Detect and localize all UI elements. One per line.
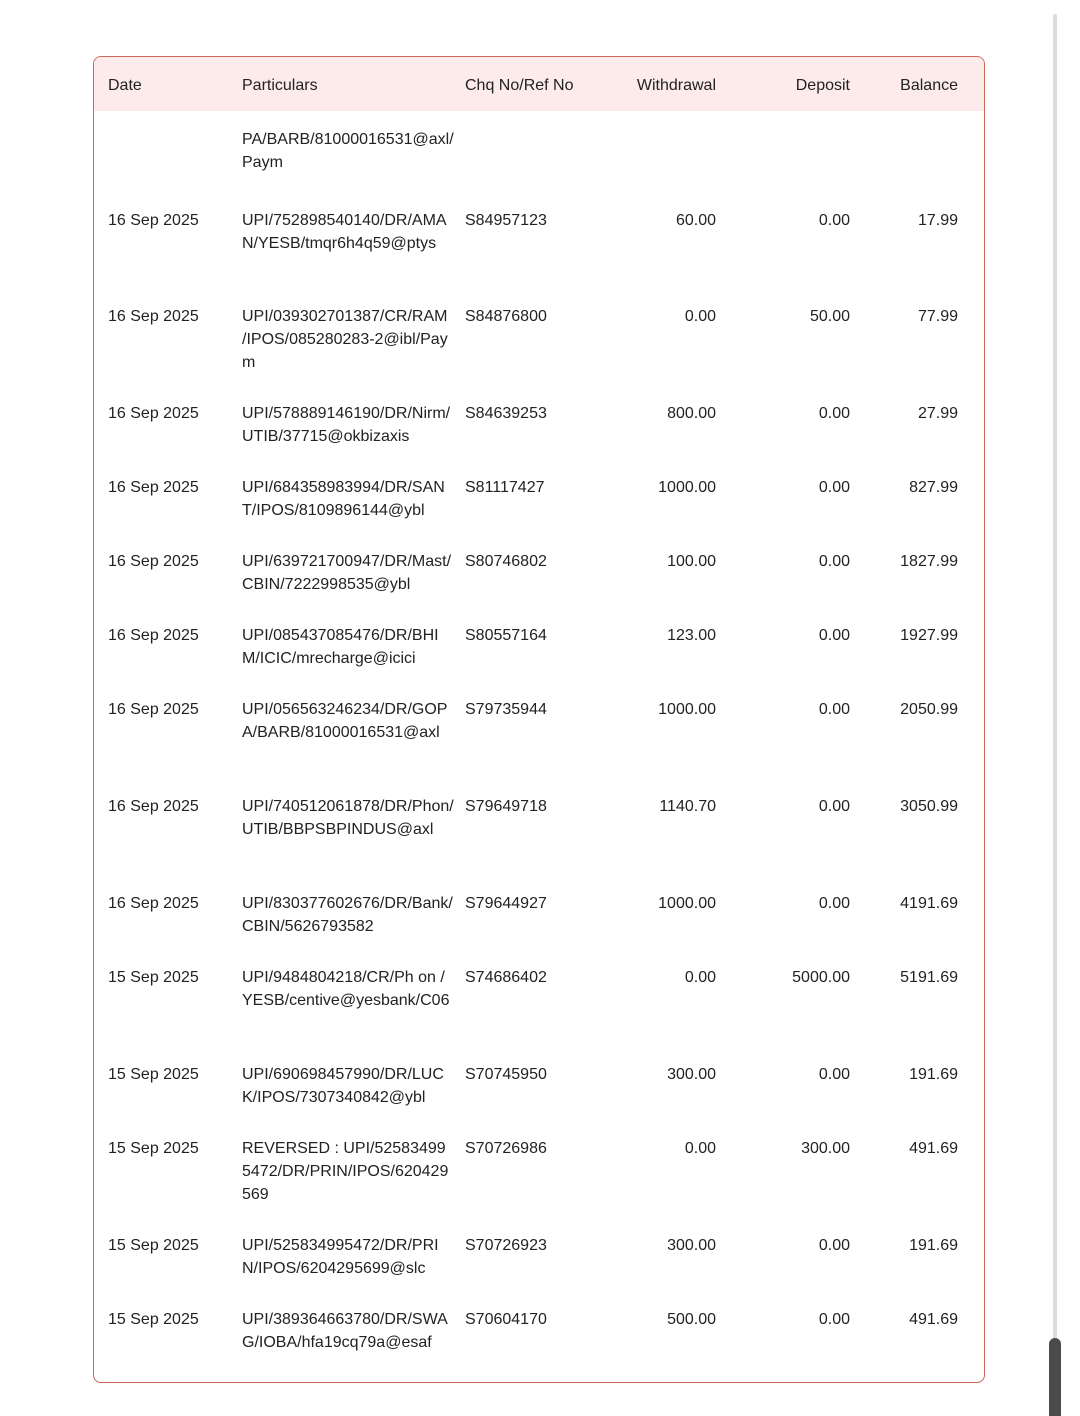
cell-particulars: UPI/690698457990/DR/LUCK/IPOS/7307340842@ybl: [242, 1066, 444, 1106]
header-particulars: Particulars: [242, 77, 318, 94]
cell-particulars: UPI/752898540140/DR/AMAN/YESB/tmqr6h4q59@ptys: [242, 212, 447, 252]
cell-particulars: UPI/740512061878/DR/Phon/UTIB/BBPSBPINDUS@axl: [242, 798, 454, 838]
cell-withdrawal: 123.00: [667, 627, 716, 644]
cell-ref: S84876800: [465, 308, 547, 325]
scrollbar-thumb[interactable]: [1049, 1338, 1061, 1416]
cell-withdrawal: 0.00: [684, 969, 716, 986]
cell-deposit: 0.00: [818, 553, 850, 570]
header-withdrawal: Withdrawal: [636, 77, 716, 94]
cell-date: 16 Sep 2025: [108, 479, 199, 496]
cell-balance: 1827.99: [900, 553, 958, 570]
cell-ref: S79649718: [465, 798, 547, 815]
cell-balance: 3050.99: [900, 798, 958, 815]
cell-ref: S74686402: [465, 969, 547, 986]
cell-balance: 491.69: [909, 1140, 958, 1157]
cell-balance: 191.69: [909, 1066, 958, 1083]
cell-date: 16 Sep 2025: [108, 405, 199, 422]
cell-deposit: 0.00: [818, 1066, 850, 1083]
cell-deposit: 0.00: [818, 405, 850, 422]
cell-date: 15 Sep 2025: [108, 1066, 199, 1083]
cell-balance: 17.99: [917, 212, 958, 229]
header-deposit: Deposit: [795, 77, 850, 94]
cell-deposit: 5000.00: [792, 969, 850, 986]
cell-particulars: UPI/578889146190/DR/Nirm/UTIB/37715@okbizaxis: [242, 405, 451, 445]
cell-withdrawal: 300.00: [667, 1066, 716, 1083]
cell-balance: 1927.99: [900, 627, 958, 644]
cell-ref: S84957123: [465, 212, 547, 229]
cell-ref: S70726923: [465, 1237, 547, 1254]
cell-withdrawal: 300.00: [667, 1237, 716, 1254]
cell-withdrawal: 1000.00: [658, 701, 716, 718]
cell-withdrawal: 1000.00: [658, 895, 716, 912]
cell-particulars: UPI/525834995472/DR/PRIN/IPOS/6204295699@slc: [242, 1237, 439, 1277]
cell-ref: S79644927: [465, 895, 547, 912]
header-balance: Balance: [900, 77, 958, 94]
cell-particulars: UPI/056563246234/DR/GOPA/BARB/81000016531@axl: [242, 701, 448, 741]
cell-balance: 2050.99: [900, 701, 958, 718]
header-ref: Chq No/Ref No: [465, 77, 574, 94]
cell-ref: S81117427: [465, 479, 545, 496]
cell-date: 15 Sep 2025: [108, 1311, 199, 1328]
cell-ref: S70604170: [465, 1311, 547, 1328]
cell-particulars: UPI/039302701387/CR/RAM /IPOS/085280283-2@ibl/Paym: [242, 308, 448, 371]
cell-particulars: REVERSED : UPI/525834995472/DR/PRIN/IPOS/620429569: [242, 1140, 449, 1203]
cell-balance: 827.99: [909, 479, 958, 496]
cell-deposit: 0.00: [818, 627, 850, 644]
cell-balance: 77.99: [917, 308, 958, 325]
cell-ref: S79735944: [465, 701, 547, 718]
cell-date: 16 Sep 2025: [108, 627, 199, 644]
cell-particulars: UPI/9484804218/CR/Ph on /YESB/centive@yesbank/C06: [242, 969, 450, 1009]
cell-withdrawal: 60.00: [675, 212, 716, 229]
cell-withdrawal: 100.00: [667, 553, 716, 570]
cell-withdrawal: 800.00: [667, 405, 716, 422]
transactions-table: [93, 56, 985, 1383]
cell-withdrawal: 0.00: [684, 1140, 716, 1157]
cell-date: 16 Sep 2025: [108, 212, 199, 229]
cell-date: 16 Sep 2025: [108, 308, 199, 325]
cell-particulars: UPI/389364663780/DR/SWAG/IOBA/hfa19cq79a@esaf: [242, 1311, 448, 1351]
cell-ref: S70726986: [465, 1140, 547, 1157]
cell-date: 16 Sep 2025: [108, 701, 199, 718]
cell-deposit: 0.00: [818, 212, 850, 229]
cell-balance: 27.99: [917, 405, 958, 422]
cell-ref: S80746802: [465, 553, 547, 570]
cell-deposit: 300.00: [801, 1140, 850, 1157]
cell-date: 16 Sep 2025: [108, 798, 199, 815]
cell-ref: S84639253: [465, 405, 547, 422]
cell-withdrawal: 1140.70: [659, 798, 716, 815]
cell-date: 15 Sep 2025: [108, 1140, 199, 1157]
cell-date: 16 Sep 2025: [108, 553, 199, 570]
cell-withdrawal: 0.00: [684, 308, 716, 325]
cell-withdrawal: 1000.00: [658, 479, 716, 496]
cell-deposit: 50.00: [809, 308, 850, 325]
cell-deposit: 0.00: [818, 1311, 850, 1328]
cell-particulars: PA/BARB/81000016531@axl/Paym: [242, 131, 454, 171]
cell-deposit: 0.00: [818, 895, 850, 912]
cell-particulars: UPI/830377602676/DR/Bank/CBIN/5626793582: [242, 895, 453, 935]
cell-balance: 191.69: [909, 1237, 958, 1254]
cell-particulars: UPI/639721700947/DR/Mast/CBIN/7222998535@ybl: [242, 553, 452, 593]
header-date: Date: [108, 77, 142, 94]
cell-deposit: 0.00: [818, 1237, 850, 1254]
cell-balance: 5191.69: [900, 969, 958, 986]
table-header: [94, 57, 984, 111]
cell-date: 16 Sep 2025: [108, 895, 199, 912]
cell-date: 15 Sep 2025: [108, 969, 199, 986]
scrollbar-track[interactable]: [1053, 14, 1057, 1416]
cell-balance: 491.69: [909, 1311, 958, 1328]
cell-withdrawal: 500.00: [667, 1311, 716, 1328]
cell-particulars: UPI/085437085476/DR/BHIM/ICIC/mrecharge@icici: [242, 627, 439, 667]
cell-date: 15 Sep 2025: [108, 1237, 199, 1254]
cell-ref: S70745950: [465, 1066, 547, 1083]
cell-ref: S80557164: [465, 627, 547, 644]
cell-deposit: 0.00: [818, 479, 850, 496]
cell-deposit: 0.00: [818, 701, 850, 718]
cell-deposit: 0.00: [818, 798, 850, 815]
cell-particulars: UPI/684358983994/DR/SANT/IPOS/8109896144@ybl: [242, 479, 445, 519]
cell-balance: 4191.69: [900, 895, 958, 912]
